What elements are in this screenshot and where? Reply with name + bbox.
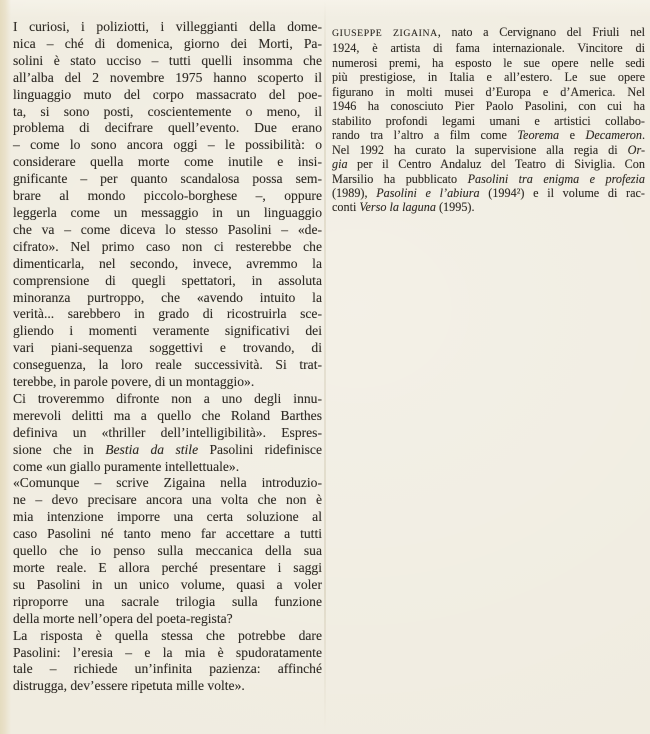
plain-text: riproporre una sacrale trilogia sulla funzione xyxy=(13,593,322,609)
left-text-column xyxy=(13,19,322,695)
plain-text: (1995). xyxy=(435,200,475,215)
text-line xyxy=(13,560,322,577)
text-line xyxy=(332,172,645,186)
text-line xyxy=(13,205,322,222)
text-line xyxy=(332,70,645,84)
plain-text: mia intenzione imporre una certa soluzione al xyxy=(13,509,322,525)
plain-text: «Comunque – scrive Zigaina nella introduzio- xyxy=(13,475,322,491)
plain-text: problema di decifrare quell’evento. Due erano xyxy=(13,120,322,136)
plain-text: merevoli delitti ma a quello che Roland Barthes xyxy=(13,407,322,423)
text-line xyxy=(13,645,322,662)
plain-text: Nel 1992 ha curato la supervisione alla regia di xyxy=(332,142,628,157)
plain-text: Marsilio ha pubblicato xyxy=(332,171,468,186)
plain-text: comprensione di quegli spettatori, in assoluta xyxy=(13,272,322,288)
text-line xyxy=(13,188,322,205)
plain-text: quello che io penso sulla meccanica della sua xyxy=(13,543,322,559)
plain-text: terebbe, in parole povere, di un montaggio». xyxy=(13,374,255,390)
plain-text: dimenticarla, nel secondo, invece, avremmo la xyxy=(13,255,322,271)
italic-text: Verso la laguna xyxy=(359,200,436,215)
text-line xyxy=(332,157,645,171)
text-line xyxy=(13,53,322,70)
plain-text: vari piani-sequenza soggettivi e trovando, di xyxy=(13,340,322,356)
plain-text: La risposta è quella stessa che potrebbe dare xyxy=(13,627,322,643)
plain-text: solini è stato ucciso – tutti quelli insomma che xyxy=(13,52,322,68)
text-line xyxy=(13,323,322,340)
plain-text: 1924, è artista di fama internazionale. Vincitore di xyxy=(332,41,645,56)
text-line xyxy=(13,290,322,307)
text-line xyxy=(13,391,322,408)
italic-text: Pasolini e l’abiura xyxy=(376,185,480,200)
plain-text: considerare quella morte come inutile e insi- xyxy=(13,154,322,170)
plain-text: leggerla come un messaggio in un linguaggio xyxy=(13,204,322,220)
plain-text: conseguenza, la loro reale successività. Si trat- xyxy=(13,357,322,373)
text-line xyxy=(13,222,322,239)
text-line xyxy=(13,104,322,121)
plain-text: e xyxy=(559,128,586,143)
plain-text: linguaggio muto del corpo massacrato del poe- xyxy=(13,86,322,102)
plain-text: all’alba del 2 novembre 1975 hanno scoperto il xyxy=(13,69,322,85)
text-line xyxy=(13,492,322,509)
plain-text: figurano in molti musei d’Europa e d’America. Nel xyxy=(332,84,645,99)
plain-text: su Pasolini in un unico volume, quasi a voler xyxy=(13,576,322,592)
text-line xyxy=(13,120,322,137)
italic-text: Bestia da stile xyxy=(105,441,199,457)
text-line xyxy=(332,56,645,70)
text-line xyxy=(13,459,322,476)
text-line xyxy=(13,425,322,442)
text-line xyxy=(332,99,645,113)
text-line xyxy=(13,273,322,290)
plain-text: della morte nell’opera del poeta-regista? xyxy=(13,610,233,626)
plain-text: ne – devo precisare ancora una volta che non è xyxy=(13,492,322,508)
text-line xyxy=(13,475,322,492)
plain-text: gliendo i momenti veramente significativi dei xyxy=(13,323,322,339)
scan-edge-left xyxy=(0,0,11,734)
text-line xyxy=(13,36,322,53)
plain-text: definiva un «thriller dell’intelligibilità». Espres- xyxy=(13,424,322,440)
plain-text: morte reale. E allora perché presentare i saggi xyxy=(13,560,322,575)
plain-text: 1946 ha conosciuto Pier Paolo Pasolini, con cui ha xyxy=(332,99,645,114)
plain-text: – come lo sono ancora oggi – le possibilità: o xyxy=(13,137,322,153)
text-line xyxy=(332,143,645,157)
plain-text: per il Centro Andaluz del Teatro di Siviglia. Con xyxy=(347,157,645,172)
text-line xyxy=(332,41,645,55)
text-line xyxy=(13,306,322,323)
plain-text: verità... sarebbero in grado di ricostruirla sce- xyxy=(13,306,322,322)
text-line xyxy=(13,340,322,357)
text-line xyxy=(332,25,645,41)
plain-text: . xyxy=(641,128,645,143)
text-line xyxy=(332,85,645,99)
text-line xyxy=(13,256,322,273)
plain-text: cifrato». Nel primo caso non ci resterebbe che xyxy=(13,238,322,254)
text-line xyxy=(13,239,322,256)
text-line xyxy=(13,87,322,104)
plain-text: conti xyxy=(332,200,360,215)
plain-text: brare al mondo piccolo-borghese –, oppure xyxy=(13,188,322,204)
plain-text: stabilito profondi legami umani e artistici collabo- xyxy=(332,113,645,128)
text-line xyxy=(332,200,645,214)
plain-text: sione che in xyxy=(13,441,106,457)
text-line xyxy=(13,678,322,695)
text-line xyxy=(13,137,322,154)
italic-text: Pasolini tra enigma e profezia xyxy=(467,171,646,186)
smallcaps-text: GIUSEPPE ZIGAINA xyxy=(332,28,438,39)
plain-text: , nato a Cervignano del Friuli nel xyxy=(437,25,645,39)
plain-text: numerosi premi, ha esposto le sue opere nelle sedi xyxy=(332,55,645,70)
plain-text: Pasolini: l’eresia – e la mia è spudoratamente xyxy=(13,644,322,660)
plain-text: caso Pasolini né tanto meno far accettare a tutti xyxy=(13,526,322,542)
text-line xyxy=(13,442,322,459)
text-line xyxy=(13,628,322,645)
plain-text: tale – richiede un’infinita pazienza: affinché xyxy=(13,661,322,677)
plain-text: Pasolini ridefinisce xyxy=(198,441,323,457)
italic-text: Decameron xyxy=(585,128,642,143)
text-line xyxy=(13,374,322,391)
text-line xyxy=(13,70,322,87)
column-fold-shadow xyxy=(324,0,326,734)
text-line xyxy=(13,611,322,628)
plain-text: gnificante – per quanto scandalosa possa sem- xyxy=(13,171,322,187)
text-line xyxy=(13,594,322,611)
italic-text: gia xyxy=(332,157,348,172)
italic-text: Or- xyxy=(627,142,645,157)
plain-text: che va – come diceva lo stesso Pasolini – «de- xyxy=(13,221,322,237)
plain-text: minoranza purtroppo, che «avendo intuito la xyxy=(13,289,322,305)
text-line xyxy=(13,357,322,374)
text-line xyxy=(13,661,322,678)
plain-text: nica – ché di domenica, giorno dei Morti, Pa- xyxy=(13,35,322,51)
text-line xyxy=(332,128,645,142)
text-line xyxy=(13,408,322,425)
text-line xyxy=(332,114,645,128)
plain-text: più prestigiose, in Italia e all’estero. Le sue opere xyxy=(332,70,645,85)
plain-text: come «un giallo puramente intellettuale». xyxy=(13,458,240,474)
text-line xyxy=(13,509,322,526)
plain-text: distrugga, dev’essere ripetuta mille volte». xyxy=(13,678,245,694)
text-line xyxy=(13,19,322,36)
plain-text: Ci troveremmo difronte non a uno degli innu- xyxy=(13,390,322,406)
text-line xyxy=(332,186,645,200)
text-line xyxy=(13,171,322,188)
right-bio-column xyxy=(332,25,645,215)
text-line xyxy=(13,526,322,543)
text-line xyxy=(13,543,322,560)
plain-text: I curiosi, i poliziotti, i villeggianti della dome- xyxy=(13,19,322,34)
plain-text: ta, si sono posti, coscientemente o meno, il xyxy=(13,103,322,119)
plain-text: (1989), xyxy=(332,185,377,200)
text-line xyxy=(13,154,322,171)
italic-text: Teorema xyxy=(517,128,560,143)
plain-text: rando tra l’altro a film come xyxy=(332,128,518,143)
text-line xyxy=(13,577,322,594)
plain-text: (1994²) e il volume di rac- xyxy=(479,185,645,200)
